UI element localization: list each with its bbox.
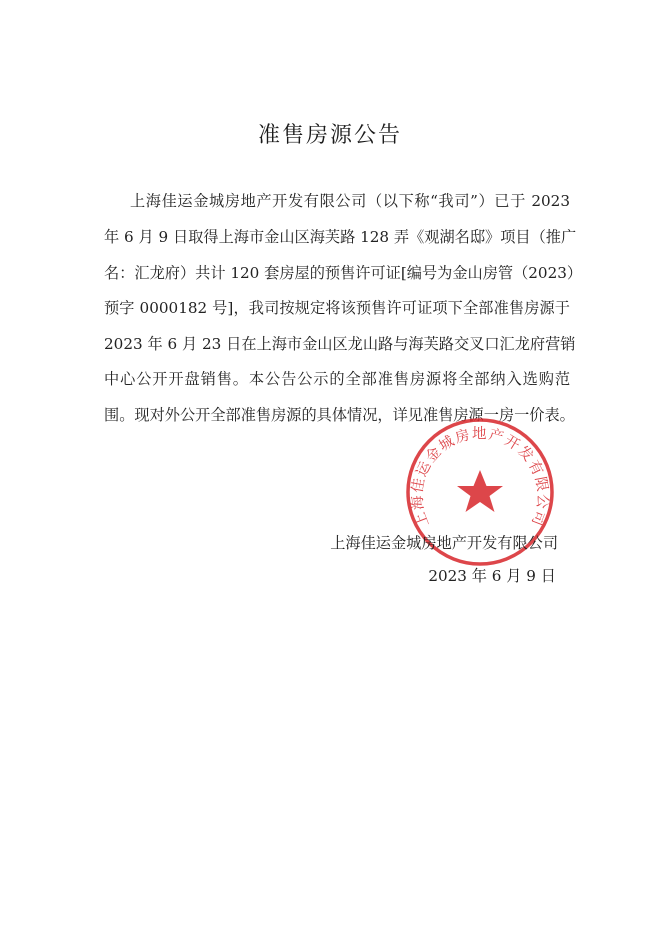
body-line-7: 围。现对外公开全部准售房源的具体情况，详见准售房源一房一价表。 [104,406,575,424]
seal-arc-text: 上海佳运金城房地产开发有限公司 [409,426,551,530]
body-line-4: 预字 0000182 号]，我司按规定将该预售许可证项下全部准售房源于 [104,299,570,317]
body-line-3: 名：汇龙府）共计 120 套房屋的预售许可证[编号为金山房管（2023） [104,264,583,282]
body-line-1: 上海佳运金城房地产开发有限公司（以下称“我司”）已于 2023 [130,192,570,210]
seal-star-icon [457,470,503,512]
body-line-5: 2023 年 6 月 23 日在上海市金山区龙山路与海芙路交叉口汇龙府营销 [104,335,576,353]
body-line-6: 中心公开开盘销售。本公告公示的全部准售房源将全部纳入选购范 [104,370,570,388]
signer-company-name: 上海佳运金城房地产开发有限公司 [330,534,558,552]
signature-date: 2023 年 6 月 9 日 [428,567,556,585]
document-title: 准售房源公告 [257,123,402,148]
body-line-2: 年 6 月 9 日取得上海市金山区海芙路 128 弄《观湖名邸》项目（推广 [104,228,577,246]
